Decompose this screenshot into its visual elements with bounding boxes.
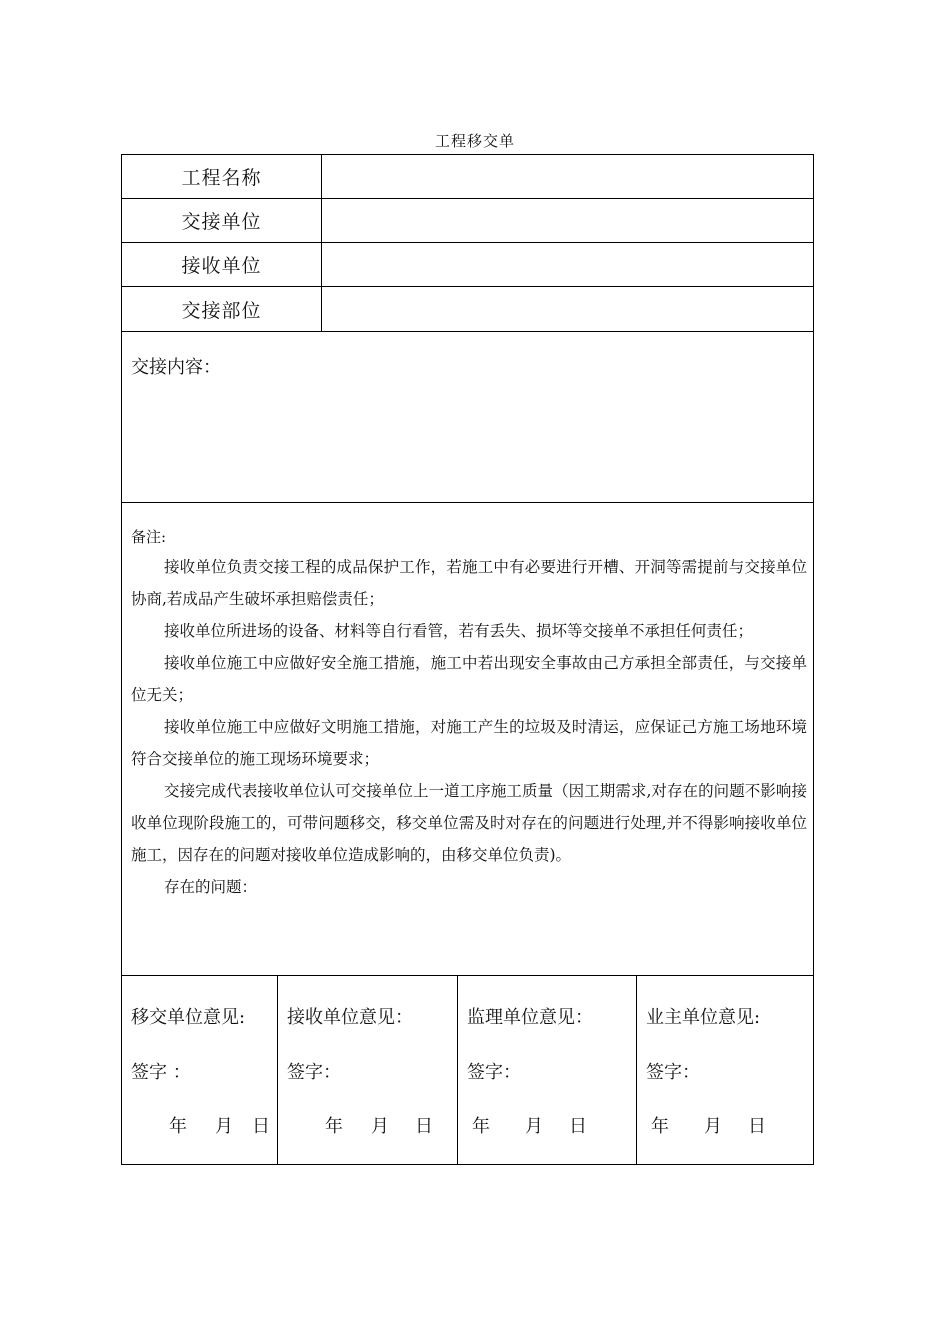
date-line [325, 1112, 433, 1138]
opinion-cell-receiving[interactable] [278, 976, 458, 1164]
transfer-form-table [121, 154, 814, 1165]
notes-section [122, 503, 813, 976]
field-row-handover-part [122, 287, 813, 332]
field-label-receiving-unit: 接收单位 [122, 243, 322, 286]
field-value-handover-unit[interactable] [322, 199, 813, 242]
handover-content-section[interactable] [122, 332, 813, 503]
opinion-label: 移交单位意见: [131, 1007, 246, 1028]
month-label: 月 [371, 1116, 389, 1137]
document-title: 工程移交单 [434, 132, 515, 150]
field-value-receiving-unit[interactable] [322, 243, 813, 286]
year-label: 年 [169, 1116, 187, 1137]
year-label: 年 [651, 1116, 669, 1137]
signature-label: 签字： [646, 1062, 700, 1083]
handover-content-label: 交接内容： [131, 357, 221, 378]
signature-label: 签字： [287, 1062, 341, 1083]
note-paragraph: 接收单位施工中应做好安全施工措施，施工中若出现安全事故由己方承担全部责任，与交接单位无关； [131, 654, 807, 704]
month-label: 月 [525, 1116, 543, 1137]
opinion-cell-supervision[interactable] [458, 976, 637, 1164]
opinion-label: 业主单位意见: [646, 1007, 761, 1028]
field-row-receiving-unit [122, 243, 813, 287]
field-row-handover-unit [122, 199, 813, 243]
day-label: 日 [569, 1116, 587, 1137]
date-line [169, 1112, 270, 1138]
day-label: 日 [748, 1116, 766, 1137]
date-line [651, 1112, 766, 1138]
opinions-row [122, 976, 813, 1164]
note-paragraph: 接收单位负责交接工程的成品保护工作，若施工中有必要进行开槽、开洞等需提前与交接单位协商,若成品产生破坏承担赔偿责任； [131, 558, 807, 608]
opinion-cell-owner[interactable] [637, 976, 813, 1164]
field-value-handover-part[interactable] [322, 287, 813, 331]
notes-body [131, 551, 807, 903]
day-label: 日 [252, 1116, 270, 1137]
month-label: 月 [215, 1116, 233, 1137]
note-paragraph: 交接完成代表接收单位认可交接单位上一道工序施工质量（因工期需求,对存在的问题不影响接收单位现阶段施工的，可带问题移交，移交单位需及时对存在的问题进行处理,并不得影响接收单位施工，因存在的问题对接收单位造成影响的，由移交单位负责)。 [131, 782, 807, 864]
month-label: 月 [704, 1116, 722, 1137]
signature-label: 签字： [467, 1062, 521, 1083]
existing-issues-label: 存在的问题： [164, 878, 258, 896]
field-row-project-name [122, 155, 813, 199]
field-label-handover-part: 交接部位 [122, 287, 322, 331]
date-line [472, 1112, 587, 1138]
year-label: 年 [472, 1116, 490, 1137]
field-value-project-name[interactable] [322, 155, 813, 198]
field-label-project-name: 工程名称 [122, 155, 322, 198]
opinion-cell-handover[interactable] [122, 976, 278, 1164]
note-paragraph: 接收单位施工中应做好文明施工措施，对施工产生的垃圾及时清运，应保证己方施工场地环境符合交接单位的施工现场环境要求； [131, 718, 807, 768]
notes-heading: 备注: [131, 528, 167, 546]
day-label: 日 [415, 1116, 433, 1137]
note-paragraph: 接收单位所进场的设备、材料等自行看管，若有丢失、损坏等交接单不承担任何责任； [164, 622, 754, 640]
year-label: 年 [325, 1116, 343, 1137]
opinion-label: 接收单位意见： [287, 1007, 413, 1028]
field-label-handover-unit: 交接单位 [122, 199, 322, 242]
opinion-label: 监理单位意见： [467, 1007, 593, 1028]
signature-label: 签字 ： [131, 1062, 191, 1083]
